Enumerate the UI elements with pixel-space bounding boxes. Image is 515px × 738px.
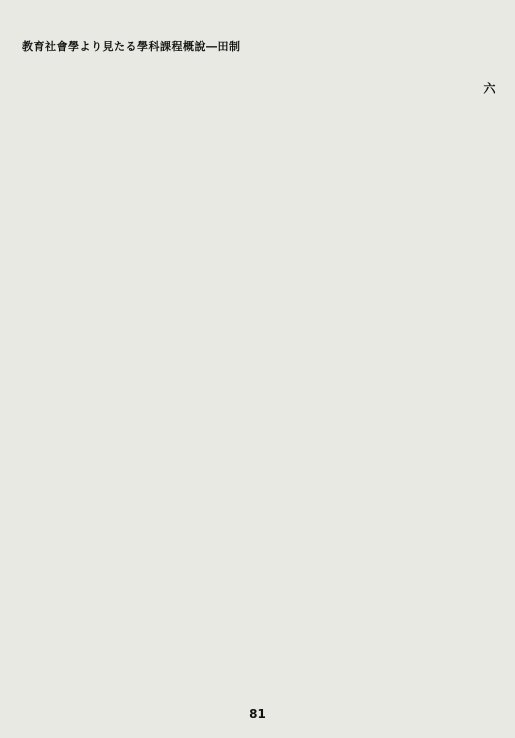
section-heading: 六: [482, 82, 496, 95]
upper-text-block: [18, 62, 500, 380]
running-head: 教育社會學より見たる學科課程概說―田制: [22, 40, 241, 53]
lower-text-block: [18, 402, 500, 704]
page-number: 81: [249, 707, 266, 721]
